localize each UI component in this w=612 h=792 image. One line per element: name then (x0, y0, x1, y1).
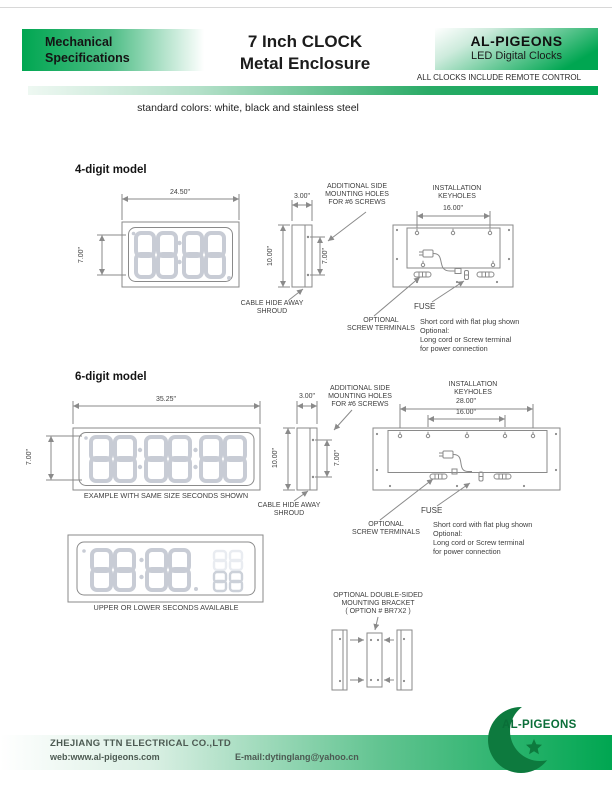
standard-colors-note: standard colors: white, black and stainless steel (137, 102, 359, 114)
label-4d-screw-terminals: OPTIONAL SCREW TERMINALS (347, 317, 415, 332)
footer-company: ZHEJIANG TTN ELECTRICAL CO.,LTD (50, 738, 232, 749)
label-bracket: OPTIONAL DOUBLE-SIDED MOUNTING BRACKET ( OPTION # BR7X2 ) (333, 592, 423, 615)
dim-4d-side-holes: 7.00" (322, 247, 329, 265)
six-digit-side-view (283, 401, 352, 501)
label-4d-fuse: FUSE (414, 302, 436, 311)
screws-4d (396, 229, 510, 283)
dim-6d-keyholes-inner: 16.00" (455, 409, 476, 416)
page-title-line1: 7 Inch CLOCK (247, 32, 363, 51)
label-6d-screw-terminals: OPTIONAL SCREW TERMINALS (352, 521, 420, 536)
dim-6d-side-height: 10.00" (272, 448, 279, 469)
six-digit-front-view (46, 401, 260, 490)
label-4d-shroud: CABLE HIDE AWAY SHROUD (240, 300, 304, 315)
bracket-diagram (332, 617, 412, 690)
dim-4d-keyholes: 16.00" (442, 205, 463, 212)
leader-6d-shroud (294, 491, 308, 501)
section-label-line1: Mechanical (45, 35, 113, 49)
dim-6d-width: 35.25" (155, 396, 176, 403)
screws-6d (376, 433, 557, 487)
dim-6d-keyholes-outer: 28.00" (455, 398, 476, 405)
dim-6d-side-holes: 7.00" (334, 449, 341, 467)
upper-seconds-digits (214, 551, 242, 570)
caption-seconds-variant: UPPER OR LOWER SECONDS AVAILABLE (93, 603, 239, 612)
four-digit-back-view (374, 211, 513, 316)
label-6d-keyholes: INSTALLATION KEYHOLES (448, 381, 498, 396)
label-6d-shroud: CABLE HIDE AWAY SHROUD (257, 502, 321, 517)
label-6d-fuse: FUSE (421, 506, 443, 515)
dim-6d-depth: 3.00" (298, 393, 316, 400)
dim-6d-height: 7.00" (26, 448, 33, 466)
leader-4d-shroud (289, 289, 303, 300)
dim-4d-width: 24.50" (169, 189, 190, 196)
label-4d-side-holes: ADDITIONAL SIDE MOUNTING HOLES FOR #6 SCREWS (325, 183, 389, 206)
display-dots-6d (84, 436, 198, 469)
dimension-lines-4d-side (278, 200, 325, 287)
vent-slot (477, 272, 494, 277)
seven-segment-display-seconds (92, 550, 189, 590)
leader-6d-screw-terminals (380, 479, 433, 520)
dimension-lines-6d-keyholes (400, 404, 533, 428)
footer-brand: AL-PIGEONS (502, 719, 577, 731)
dimension-lines-6d-front (46, 401, 260, 480)
fuse-holder-4d (465, 271, 469, 280)
power-cord-4d (419, 250, 461, 274)
page-title-line2: Metal Enclosure (239, 54, 371, 73)
label-4d-keyholes: INSTALLATION KEYHOLES (432, 185, 482, 200)
crescent-star-logo-icon (487, 698, 563, 782)
caption-6d-example: EXAMPLE WITH SAME SIZE SECONDS SHOWN (83, 491, 249, 500)
dim-4d-side-height: 10.00" (267, 246, 274, 267)
remote-control-note: ALL CLOCKS INCLUDE REMOTE CONTROL (416, 73, 582, 82)
four-digit-front-view (97, 194, 239, 287)
footer-website: web:www.al-pigeons.com (50, 752, 160, 762)
vent-slot (414, 272, 431, 277)
leader-6d-side-holes (334, 410, 352, 430)
vent-slot (430, 474, 447, 479)
seven-segment-display-6d (91, 437, 245, 481)
note-6d-cord: Short cord with flat plug shown Optional: Long cord or Screw terminal for power connection (433, 520, 533, 556)
section-label-line2: Specifications (45, 51, 130, 65)
dimension-lines-6d-side (283, 401, 332, 490)
label-6d-side-holes: ADDITIONAL SIDE MOUNTING HOLES FOR #6 SCREWS (328, 385, 392, 408)
leader-4d-side-holes (328, 212, 366, 241)
dim-4d-depth: 3.00" (293, 193, 311, 200)
lower-seconds-digits (214, 572, 242, 591)
dim-4d-height: 7.00" (78, 246, 85, 264)
brand-subtitle: LED Digital Clocks (470, 50, 563, 62)
keyholes-4d (415, 229, 494, 267)
seconds-variant-view (68, 535, 263, 602)
vent-slot (494, 474, 511, 479)
power-cord-6d (439, 451, 472, 474)
six-digit-back-view (373, 404, 560, 520)
note-4d-cord: Short cord with flat plug shown Optional: Long cord or Screw terminal for power connection (420, 317, 520, 353)
leader-4d-fuse (432, 281, 464, 302)
brand-name: AL-PIGEONS (470, 33, 563, 49)
fuse-holder-6d (479, 472, 483, 481)
footer-email: E-mail:dytinglang@yahoo.cn (235, 752, 359, 762)
seven-segment-display-4d (136, 233, 224, 277)
four-digit-heading: 4-digit model (75, 164, 147, 176)
four-digit-side-view (278, 200, 366, 300)
leader-6d-fuse (437, 483, 470, 506)
six-digit-heading: 6-digit model (75, 371, 147, 383)
leader-4d-screw-terminals (374, 277, 420, 316)
leader-bracket (375, 617, 378, 630)
keyholes-6d (398, 432, 534, 438)
